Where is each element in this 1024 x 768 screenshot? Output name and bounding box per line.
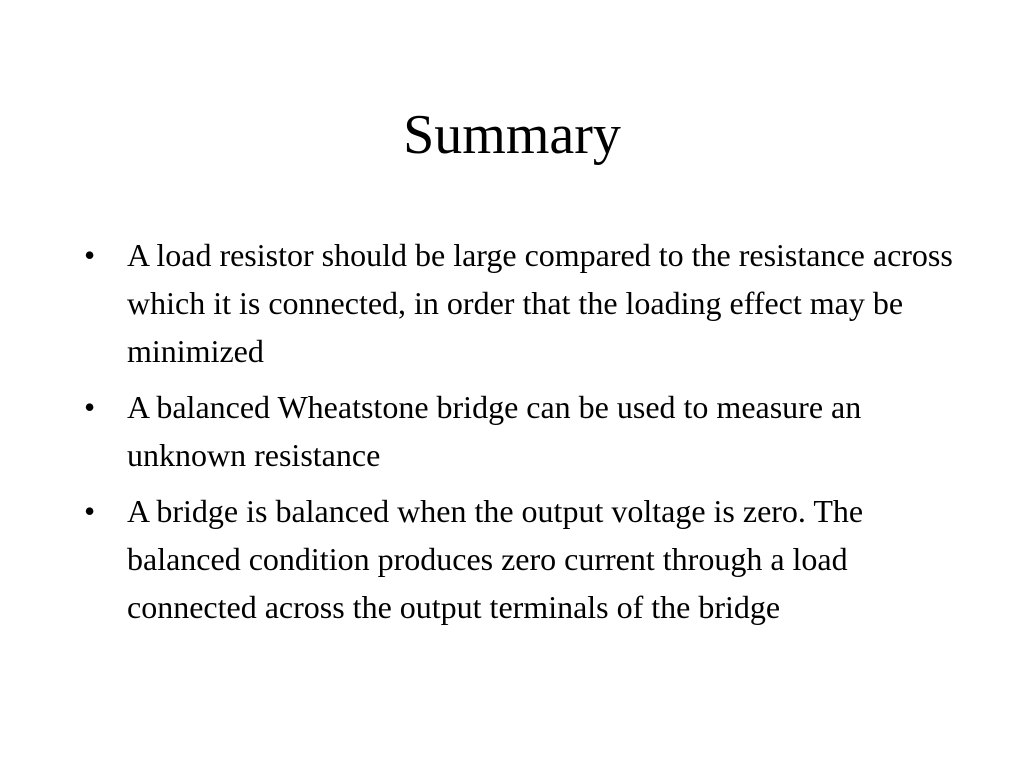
bullet-text: A bridge is balanced when the output voltage is zero. The balanced condition produces zero current through a load connected across the output terminals of the bridge [127,493,864,625]
bullet-text: A balanced Wheatstone bridge can be used to measure an unknown resistance [127,389,862,473]
slide-title: Summary [403,104,621,166]
bullet-list [84,231,954,639]
bullet-item-wheatstone-bridge [84,383,954,479]
bullet-item-load-resistor [84,231,954,375]
bullet-item-balanced-bridge [84,487,954,631]
bullet-icon: • [84,493,96,529]
bullet-icon: • [84,389,96,425]
bullet-text: A load resistor should be large compared to the resistance across which it is connected, in order that the loading effect may be minimized [127,237,953,369]
bullet-icon: • [84,237,96,273]
